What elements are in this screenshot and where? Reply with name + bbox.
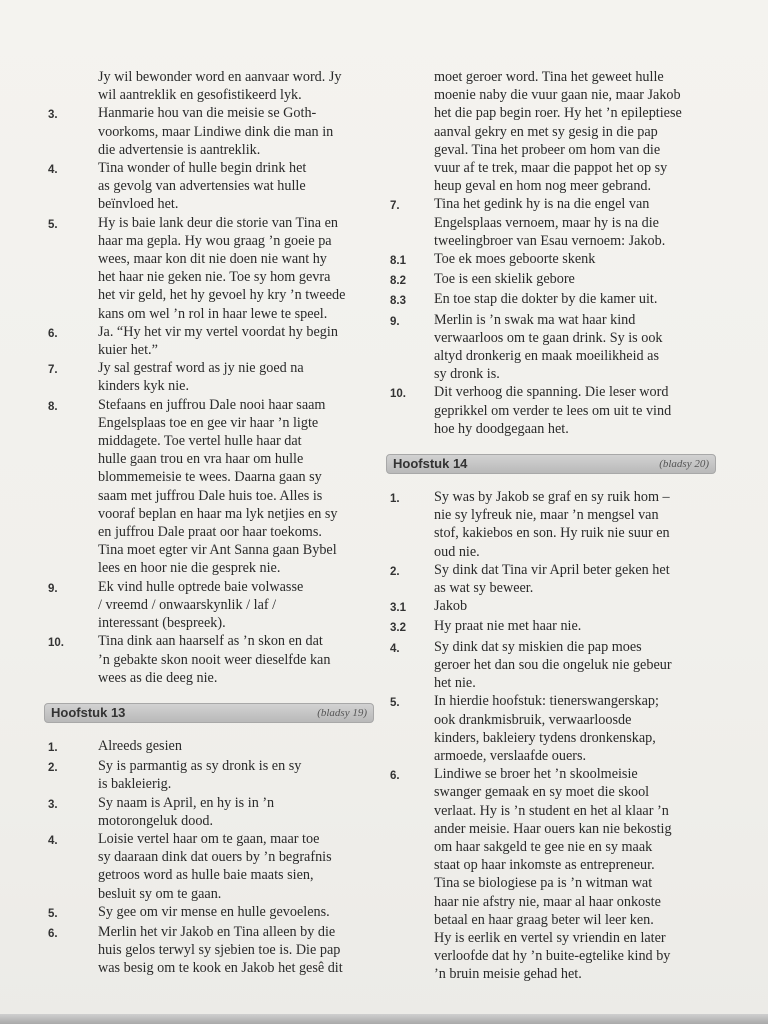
item-number: 3. (48, 798, 58, 811)
right-items-list (386, 488, 716, 983)
item-text: Loisie vertel haar om te gaan, maar toe sy daaraan dink dat ouers by ’n begrafnis getroos word as hulle baie maats sien, besluit sy om te gaan. (98, 830, 332, 902)
answer-item (386, 290, 716, 310)
answer-item (44, 323, 374, 359)
item-text: Hy is baie lank deur die storie van Tina en haar ma gepla. Hy wou graag ’n goeie pa wees, maar kon dit nie doen nie want hy het haar nie geken nie. Toe sy hom gevra het vir geld, het hy gevoel hy kry ’n tweede kans om wel ’n rol in haar lewe te speel. (98, 214, 346, 322)
answer-item (386, 383, 716, 438)
item-text: Sy was by Jakob se graf en sy ruik hom – nie sy lyfreuk nie, maar ’n mengsel van stof, kakiebos en son. Hy ruik nie suur en oud nie. (434, 489, 670, 560)
left-items-list (44, 737, 374, 978)
answer-item (44, 830, 374, 903)
answer-item (386, 692, 716, 765)
section-title: Hoofstuk 14 (393, 455, 468, 471)
item-number: 7. (48, 364, 58, 377)
answer-item (44, 632, 374, 687)
item-text: En toe stap die dokter by die kamer uit. (434, 291, 658, 308)
item-number: 10. (48, 637, 64, 650)
item-number: 4. (390, 642, 400, 655)
item-text: Stefaans en juffrou Dale nooi haar saam Engelsplaas toe en gee vir haar ’n ligte middagete. Toe vertel hulle haar dat hulle gaan trou en vra haar om hulle blommemeisie te wees. Daarna gaan sy saam met juffrou Dale huis toe. Alles is vooraf beplan en haar ma lyk netjies en sy en juffrou Dale praat oor haar toekoms. Tina moet egter vir Ant Sanna gaan Bybel lees en hoor nie die gesprek nie. (98, 396, 338, 577)
answer-item (44, 794, 374, 830)
item-text: Sy is parmantig as sy dronk is en sy is bakleierig. (98, 758, 302, 793)
section-header-hoofstuk-13 (44, 703, 374, 723)
item-number: 3. (48, 109, 58, 122)
item-text: Merlin het vir Jakob en Tina alleen by die huis gelos terwyl sy sjebien toe is. Die pap was besig om te kook en Jakob het gesê dit (98, 923, 343, 977)
section-header-hoofstuk-14 (386, 454, 716, 474)
item-number: 4. (48, 834, 58, 847)
item-number: 8.3 (390, 295, 406, 308)
item-number: 8. (48, 400, 58, 413)
answer-item (44, 737, 374, 757)
item-number: 4. (48, 164, 58, 177)
answer-item (386, 561, 716, 597)
answer-item (386, 765, 716, 983)
item-number: 1. (390, 493, 400, 506)
item-number: 3.1 (390, 602, 406, 615)
item-number: 10. (390, 388, 406, 401)
item-text: Toe is een skielik gebore (434, 271, 575, 288)
item-text: Sy dink dat sy miskien die pap moes geroer het dan sou die ongeluk nie gebeur het nie. (434, 638, 672, 692)
item-text: Toe ek moes geboorte skenk (434, 251, 596, 268)
item-number: 5. (48, 907, 58, 920)
item-text: Sy naam is April, en hy is in ’n motorongeluk dood. (98, 794, 275, 829)
left-intro-list (44, 68, 374, 687)
section-page-ref: (bladsy 19) (317, 706, 367, 719)
answer-item (44, 578, 374, 633)
answer-item (386, 195, 716, 250)
section-title: Hoofstuk 13 (51, 704, 126, 720)
item-number: 9. (390, 315, 400, 328)
answer-item (386, 638, 716, 693)
item-number: 6. (390, 770, 400, 783)
item-number: 6. (48, 327, 58, 340)
answer-item (386, 488, 716, 561)
item-text: Jy wil bewonder word en aanvaar word. Jy wil aantreklik en gesofistikeerd lyk. (98, 69, 342, 104)
item-number: 1. (48, 741, 58, 754)
item-number: 7. (390, 200, 400, 213)
answer-item (386, 311, 716, 384)
item-number: 2. (48, 762, 58, 775)
item-text: Sy gee om vir mense en hulle gevoelens. (98, 903, 330, 920)
answer-item (44, 757, 374, 793)
answer-item (44, 104, 374, 159)
item-text: Jy sal gestraf word as jy nie goed na kinders kyk nie. (98, 360, 304, 395)
answer-item (386, 68, 716, 195)
page-edge (0, 1014, 768, 1024)
answer-item (44, 903, 374, 923)
answer-item (44, 159, 374, 214)
item-text: Ja. “Hy het vir my vertel voordat hy begin kuier het.” (98, 323, 338, 359)
right-column (386, 68, 716, 984)
item-number: 5. (390, 697, 400, 710)
answer-item (44, 68, 374, 104)
item-text: Jakob (434, 598, 468, 615)
item-text: Alreeds gesien (98, 737, 182, 754)
answer-item (44, 214, 374, 323)
answer-item (386, 597, 716, 617)
item-number: 3.2 (390, 622, 406, 635)
item-number: 8.1 (390, 255, 406, 268)
answer-item (386, 617, 716, 637)
item-number: 8.2 (390, 275, 406, 288)
item-text: Tina dink aan haarself as ’n skon en dat ’n gebakte skon nooit weer dieselfde kan wees as die deeg nie. (98, 633, 331, 686)
item-number: 2. (390, 565, 400, 578)
item-text: Ek vind hulle optrede baie volwasse / vreemd / onwaarskynlik / laf / interessant (bespreek). (98, 578, 304, 632)
section-page-ref: (bladsy 20) (659, 457, 709, 470)
item-text: Hy praat nie met haar nie. (434, 618, 582, 635)
item-number: 9. (48, 582, 58, 595)
item-text: Hanmarie hou van die meisie se Goth- voorkoms, maar Lindiwe dink die man in die advertensie is aantreklik. (98, 105, 334, 158)
answer-item (44, 396, 374, 578)
item-text: Sy dink dat Tina vir April beter geken het as wat sy beweer. (434, 561, 670, 597)
answer-item (386, 250, 716, 270)
item-number: 6. (48, 927, 58, 940)
right-intro-list (386, 68, 716, 438)
item-text: Dit verhoog die spanning. Die leser word geprikkel om verder te lees om uit te vind hoe hy doodgegaan het. (434, 384, 672, 437)
item-text: moet geroer word. Tina het geweet hulle moenie naby die vuur gaan nie, maar Jakob het die pap begin roer. Hy het ’n epileptiese aanval gekry en met sy gesig in die pap geval. Tina het probeer om hom van die vuur af te trek, maar die pappot het op sy heup geval en hom nog meer gebrand. (434, 69, 682, 195)
answer-item (386, 270, 716, 290)
item-text: Lindiwe se broer het ’n skoolmeisie swanger gemaak en sy moet die skool verlaat. Hy is ’n student en het al klaar ’n ander meisie. Haar ouers kan nie bekostig om haar sakgeld te gee nie en sy maak staat op haar inkomste as entrepreneur. Tina se biologiese pa is ’n witman wat haar nie afstry nie, maar al haar onkoste betaal en haar graag beter wil leer ken. Hy is eerlik en vertel sy vriendin en later verloofde dat hy ’n buite-egtelike kind by ’n bruin meisie gehad het. (434, 766, 672, 983)
item-text: In hierdie hoofstuk: tienerswangerskap; ook drankmisbruik, verwaarloosde kinders, bakleiery tydens dronkenskap, armoede, verslaafde ouers. (434, 693, 659, 764)
answer-item (44, 359, 374, 395)
item-text: Tina het gedink hy is na die engel van Engelsplaas vernoem, maar hy is na die tweelingbroer van Esau vernoem: Jakob. (434, 196, 666, 249)
item-text: Tina wonder of hulle begin drink het as gevolg van advertensies wat hulle beïnvloed het. (98, 160, 307, 213)
answer-item (44, 923, 374, 978)
left-column (44, 68, 374, 978)
item-number: 5. (48, 218, 58, 231)
item-text: Merlin is ’n swak ma wat haar kind verwaarloos om te gaan drink. Sy is ook altyd dronkerig en maak moeilikheid as sy dronk is. (434, 311, 663, 383)
